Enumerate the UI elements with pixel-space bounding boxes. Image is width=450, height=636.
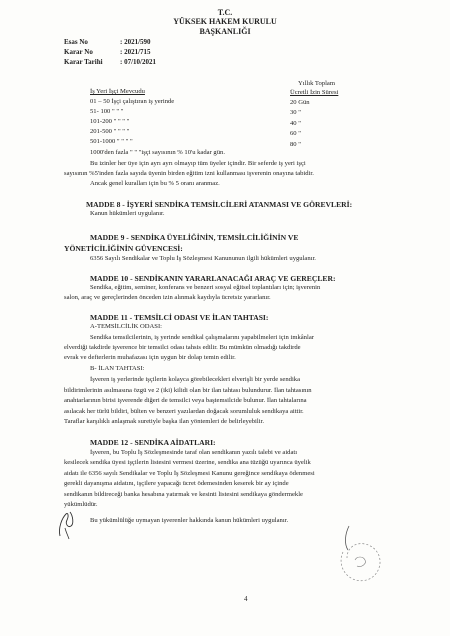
signature-mark	[56, 506, 78, 542]
table-row-left: 101-200 " " " "	[90, 118, 130, 125]
madde11-b-line: Taraflar karşılıklı anlaşmak suretiyle başka ilan yöntemleri de belirleyebilir.	[64, 418, 265, 425]
header-tc: T.C.	[217, 8, 233, 17]
madde11-sub-b: B- İLAN TAHTASI:	[90, 365, 145, 372]
table-last-row: 1000'den fazla " " "işçi sayısının % 10'u kadar gün.	[90, 149, 225, 156]
esas-label: Esas No	[64, 38, 88, 46]
table-right-header-2: Ücretli İzin Süresi	[290, 89, 339, 96]
table-row-left: 201-500 " " " "	[90, 128, 130, 135]
table-row-right: 30 "	[290, 109, 301, 116]
page-number: 4	[244, 595, 248, 603]
madde8-title: MADDE 8 - İŞYERİ SENDİKA TEMSİLCİLERİ ATANMASI VE GÖREVLERİ:	[86, 200, 353, 209]
madde9-text: 6356 Sayılı Sendikalar ve Toplu İş Sözleşmesi Kanununun ilgili hükümleri uygulanır.	[90, 255, 316, 262]
madde12-line: aidatı ile 6356 sayılı Sendikalar ve Toplu İş Sözleşmesi Kanunu gereğince sendikaya ödenmesi	[64, 470, 315, 477]
tarih-value: : 07/10/2021	[120, 58, 156, 66]
table-right-header-1: Yıllık Toplam	[298, 80, 335, 87]
table-row-right: 40 "	[290, 120, 301, 127]
madde11-title: MADDE 11 - TEMSİLCİ ODASI VE İLAN TAHTASI:	[90, 313, 269, 322]
madde9-title-1: MADDE 9 - SENDİKA ÜYELİĞİNİN, TEMSİLCİLİĞİNİN VE	[90, 233, 299, 242]
madde11-sub-a: A-TEMSİLCİLİK ODASI:	[90, 323, 162, 330]
madde12-line: gerekli dayanışma aidatını, işçilere yapacağı ücret ödemesinden keserek bir ay içinde	[64, 480, 289, 487]
madde9-title-2: YÖNETİCİLİĞİNİN GÜVENCESİ:	[64, 244, 183, 253]
madde12-closing: Bu yükümlülüğe uymayan işverenler hakkında kanun hükümleri uygulanır.	[90, 517, 289, 524]
madde11-a-line: elverdiği takdirde işverence bir temsilci odası tahsis edilir. Bu mümkün olmadığı takdirde	[64, 344, 301, 351]
madde12-line: sendikanın bildireceği banka hesabına yatırmak ve kesinti listesini sendikaya göndermekle	[64, 491, 303, 498]
karar-label: Karar No	[64, 48, 93, 56]
madde11-a-line: evrak ve defterlerin muhafazası için uygun bir dolap temin edilir.	[64, 354, 236, 361]
madde11-b-line: İşveren iş yerlerinde işçilerin kolayca görebilecekleri elverişli bir yerde sendika	[90, 376, 300, 383]
header-court: YÜKSEK HAKEM KURULU	[173, 17, 277, 26]
madde10-line: salon, araç ve gereçlerinden önceden izin alınmak kaydıyla ücretsiz yararlanır.	[64, 294, 271, 301]
table-left-header: İş Yeri İşçi Mevcudu	[90, 88, 145, 95]
table-row-left: 501-1000 " " " "	[90, 138, 133, 145]
table-row-right: 80 "	[290, 141, 301, 148]
madde11-b-line: anahtarlarının birisi işverende diğeri de temsilci veya baştemsilcide bulunur. İlan tahtalarına	[64, 397, 307, 404]
table-row-left: 01 – 50 İşçi çalıştıran iş yerinde	[90, 98, 175, 105]
leave-para-line: Bu izinler her üye için ayrı ayrı olmayıp tüm üyeler içindir. Bir seferde iş yeri işçi	[90, 160, 306, 167]
tarih-label: Karar Tarihi	[64, 58, 103, 66]
header-office: BAŞKANLIĞI	[199, 27, 251, 36]
esas-value: : 2021/590	[120, 38, 151, 46]
madde12-title: MADDE 12 - SENDİKA AİDATLARI:	[90, 438, 216, 447]
table-row-left: 51- 100 " " "	[90, 108, 124, 115]
table-row-right: 20 Gün	[290, 99, 310, 106]
stamp-icon	[335, 520, 385, 590]
leave-para-line: sayısının %5'inden fazla sayıda üyenin birden eğitim izni kullanması işverenin onayına tabidir.	[64, 170, 314, 177]
madde11-a-line: Sendika temsilcilerinin, iş yerinde sendikal çalışmalarını yapabilmeleri için imkânlar	[90, 334, 314, 341]
madde11-b-line: asılacak her türlü bildiri, bülten ve benzeri yazılardan doğacak sorumluluk sendikaya aittir.	[64, 408, 304, 415]
madde11-b-line: bildirimlerinin asılmasına özgü ve 2 (iki) kilidi olan bir ilan tahtası bulundurur. İlan tahtasının	[64, 387, 312, 394]
karar-value: : 2021/715	[120, 48, 151, 56]
table-row-right: 60 "	[290, 130, 301, 137]
madde12-line: yükümlüdür.	[64, 501, 98, 508]
madde12-line: kesilecek sendika üyesi işçilerin listesini vermesi üzerine, sendika ana tüzüğü uyarınca üyelik	[64, 459, 311, 466]
leave-para-line: Ancak genel kuralları için bu % 5 oranı aranmaz.	[90, 180, 220, 187]
madde12-line: İşveren, bu Toplu İş Sözleşmesinde taraf olan sendikanın yazılı talebi ve aidatı	[90, 449, 298, 456]
madde8-text: Kanun hükümleri uygulanır.	[90, 210, 165, 217]
madde10-title: MADDE 10 - SENDİKANIN YARARLANACAĞI ARAÇ VE GEREÇLER:	[90, 274, 336, 283]
madde10-line: Sendika, eğitim, seminer, konferans ve benzeri sosyal eğitsel toplantıları için; işverenin	[90, 284, 321, 291]
